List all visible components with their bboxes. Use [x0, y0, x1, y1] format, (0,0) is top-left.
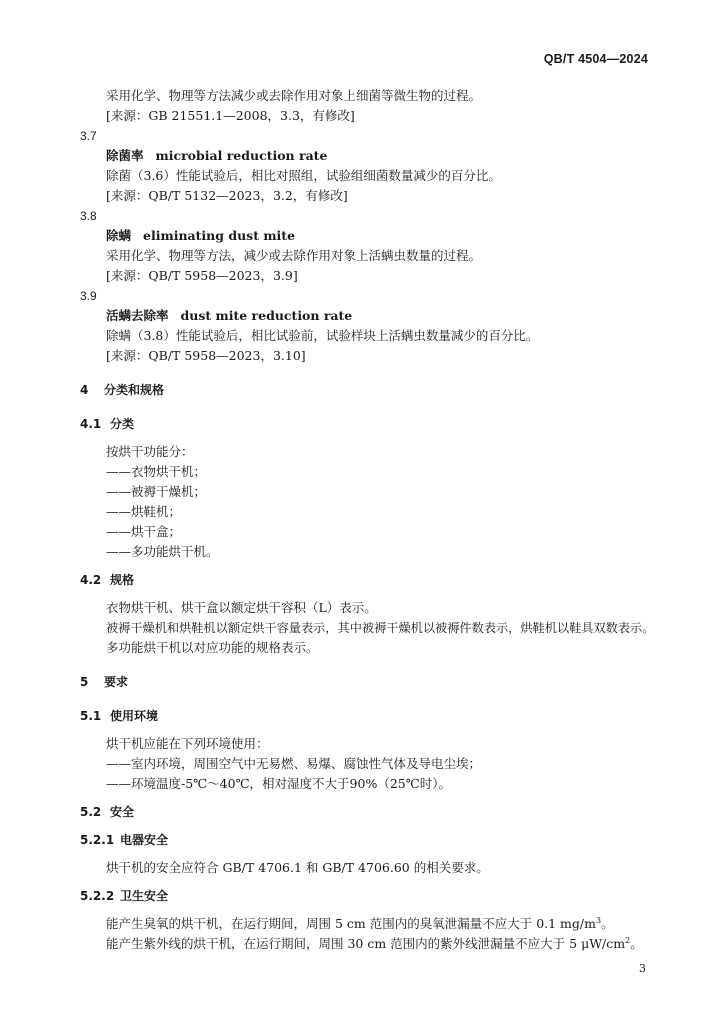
definition-3-6: 采用化学、物理等方法减少或去除作用对象上细菌等微生物的过程。 [106, 88, 482, 103]
clause-number-3-8: 3.8 [80, 209, 97, 223]
term-zh: 除螨 [106, 228, 132, 243]
definition-3-7: 除菌（3.6）性能试验后，相比对照组，试验组细菌数量减少的百分比。 [106, 168, 501, 183]
classification-item: ——衣物烘干机； [106, 464, 207, 479]
term-en: microbial reduction rate [155, 148, 328, 163]
environment-intro: 烘干机应能在下列环境使用： [106, 736, 269, 751]
source-3-8: [来源：QB/T 5958—2023，3.9] [106, 268, 298, 283]
specification-line: 被褥干燥机和烘鞋机以额定烘干容量表示，其中被褥干燥机以被褥件数表示，烘鞋机以鞋具双数表示。 [106, 621, 655, 635]
environment-item: ——室内环境，周围空气中无易燃、易爆、腐蚀性气体及导电尘埃； [106, 756, 482, 771]
specification-line: 衣物烘干机、烘干盒以额定烘干容积（L）表示。 [106, 600, 377, 615]
section-heading-4-2: 4.2 规格 [80, 573, 135, 587]
clause-number-3-9: 3.9 [80, 289, 97, 303]
term-en: eliminating dust mite [143, 228, 296, 243]
section-heading-4: 4 分类和规格 [80, 383, 165, 397]
classification-item: ——烘干盒； [106, 524, 182, 539]
term-3-7 [80, 146, 660, 166]
ozone-requirement: 能产生臭氧的烘干机，在运行期间，周围 5 cm 范围内的臭氧泄漏量不应大于 0.1 $mg/m^3$。 [106, 915, 614, 931]
source-3-6: [来源：GB 21551.1—2008，3.3，有修改] [106, 108, 355, 123]
classification-intro: 按烘干功能分： [106, 444, 194, 459]
specification-line: 多功能烘干机以对应功能的规格表示。 [106, 640, 319, 655]
uv-requirement: 能产生紫外线的烘干机，在运行期间，周围 30 cm 范围内的紫外线泄漏量不应大于 5 $\mu W/cm^2$。 [106, 935, 643, 951]
source-3-7: [来源：QB/T 5132—2023，3.2，有修改] [106, 188, 348, 203]
section-heading-5-2-2: 5.2.2 卫生安全 [80, 889, 169, 903]
document-body [80, 86, 660, 954]
classification-item: ——被褥干燥机； [106, 484, 207, 499]
term-zh: 除菌率 [106, 148, 144, 163]
section-heading-5-2: 5.2 安全 [80, 805, 135, 819]
classification-item: ——多功能烘干机。 [106, 544, 219, 559]
section-heading-5-1: 5.1 使用环境 [80, 709, 159, 723]
page-number: 3 [639, 962, 646, 975]
term-zh: 活螨去除率 [106, 308, 169, 323]
term-3-9 [80, 306, 660, 326]
definition-3-8: 采用化学、物理等方法，减少或去除作用对象上活螨虫数量的过程。 [106, 248, 482, 263]
section-heading-5: 5 要求 [80, 675, 129, 689]
term-3-8 [80, 226, 660, 246]
section-heading-5-2-1: 5.2.1 电器安全 [80, 833, 169, 847]
term-en: dust mite reduction rate [180, 308, 353, 323]
definition-3-9: 除螨（3.8）性能试验后，相比试验前，试验样块上活螨虫数量减少的百分比。 [106, 328, 539, 343]
environment-item: ——环境温度-5℃～40℃，相对湿度不大于90%（25℃时）。 [106, 776, 451, 791]
clause-number-3-7: 3.7 [80, 129, 97, 143]
standard-code: QB/T 4504—2024 [543, 52, 648, 66]
classification-item: ——烘鞋机； [106, 504, 182, 519]
electrical-safety-text: 烘干机的安全应符合 GB/T 4706.1 和 GB/T 4706.60 的相关要求。 [106, 860, 489, 875]
section-heading-4-1: 4.1 分类 [80, 417, 135, 431]
source-3-9: [来源：QB/T 5958—2023，3.10] [106, 348, 306, 363]
